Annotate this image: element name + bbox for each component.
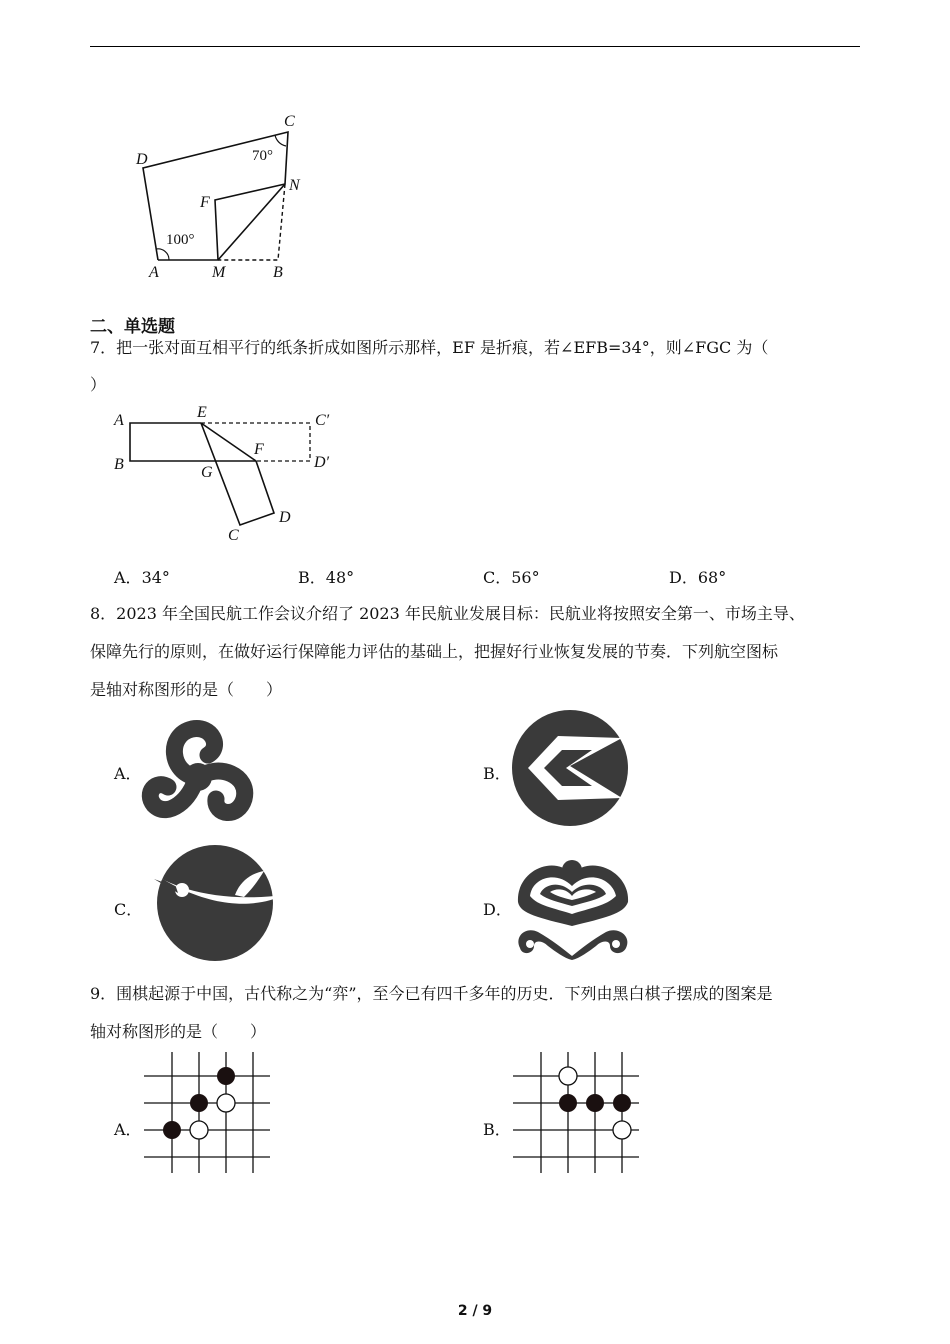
- q8-text-line1: 8．2023 年全国民航工作会议介绍了 2023 年民航业发展目标：民航业将按照安全第一、市场主导、: [90, 604, 805, 623]
- q7-option-b-letter: B．: [298, 568, 326, 587]
- q9-text-line1: 9．围棋起源于中国，古代称之为“弈”，至今已有四千多年的历史．下列由黑白棋子摆成的图案是: [90, 984, 773, 1003]
- ornament-logo-icon: [512, 852, 634, 960]
- q9-option-b[interactable]: B．: [483, 1120, 511, 1139]
- q7-option-d-letter: D．: [669, 568, 698, 587]
- q7-label-b: B: [114, 456, 124, 473]
- q7-option-c[interactable]: [483, 568, 540, 588]
- q7-label-f: F: [254, 441, 264, 458]
- q7-label-a: A: [114, 412, 124, 429]
- q9-text-line2: 轴对称图形的是（ ）: [90, 1022, 267, 1041]
- q7-option-a-letter: A．: [114, 568, 142, 587]
- page-number: 2 / 9: [457, 1303, 493, 1319]
- label-f: F: [200, 194, 210, 211]
- swallow-logo-icon: [510, 710, 630, 826]
- label-n: N: [289, 177, 300, 194]
- q7-label-d: D: [279, 509, 291, 526]
- q8-text-line3: 是轴对称图形的是（ ）: [90, 680, 283, 699]
- q7-option-d-value: 68°: [697, 568, 727, 587]
- label-a: A: [149, 264, 159, 281]
- q7-label-d-prime: D′: [314, 454, 330, 471]
- go-board-a: [142, 1050, 272, 1175]
- crane-logo-icon: [140, 845, 285, 960]
- q7-option-b-value: 48°: [325, 568, 355, 587]
- q8-option-b[interactable]: B．: [483, 764, 511, 783]
- quadrilateral-figure: [120, 110, 320, 290]
- q8-text-line2: 保障先行的原则，在做好运行保障能力评估的基础上，把握好行业恢复发展的节奏．下列航空图标: [90, 642, 779, 661]
- header-rule: [90, 46, 860, 47]
- section-title: 二、单选题: [90, 317, 175, 337]
- label-c: C: [284, 113, 295, 130]
- q7-option-b[interactable]: [298, 568, 354, 588]
- q7-text-line2: ）: [90, 375, 107, 394]
- label-b: B: [273, 264, 283, 281]
- angle-c-label: 70°: [252, 148, 273, 164]
- label-m: M: [212, 264, 226, 281]
- triskelion-logo-icon: [140, 715, 262, 827]
- q8-option-a[interactable]: A．: [114, 764, 142, 783]
- label-d: D: [136, 151, 148, 168]
- q7-option-a-value: 34°: [141, 568, 170, 587]
- q7-label-c-prime: C′: [315, 412, 330, 429]
- q7-option-c-value: 56°: [511, 568, 540, 587]
- q8-option-d[interactable]: D．: [483, 900, 512, 919]
- q9-option-a[interactable]: A．: [114, 1120, 142, 1139]
- q8-option-c[interactable]: C．: [114, 900, 143, 919]
- q7-text-line1: 7．把一张对面互相平行的纸条折成如图所示那样，EF 是折痕，若∠EFB=34°，则∠FGC 为（: [90, 338, 769, 357]
- q7-label-e: E: [197, 404, 207, 421]
- q7-option-a[interactable]: [114, 568, 170, 588]
- q7-option-c-letter: C．: [483, 568, 512, 587]
- q7-label-g: G: [201, 464, 213, 481]
- q7-option-d[interactable]: [669, 568, 726, 588]
- angle-a-label: 100°: [166, 232, 195, 248]
- go-board-b: [511, 1050, 641, 1175]
- q7-label-c: C: [228, 527, 239, 544]
